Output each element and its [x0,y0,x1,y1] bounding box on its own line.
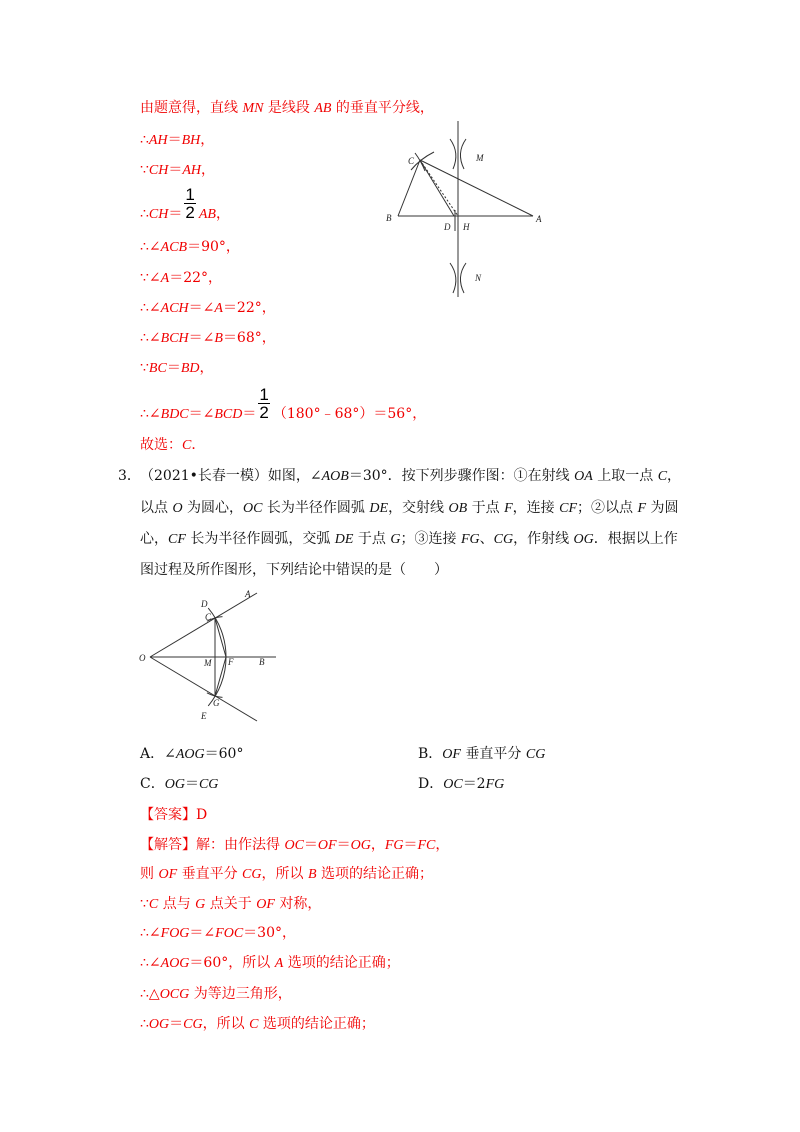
text-run: ＝22°， [222,300,276,316]
text-run: ＝ [336,837,351,853]
text-run: 上取一点 [592,468,658,484]
solution-line [140,328,276,348]
text-run: 选项的结论正确； [283,955,400,971]
question-line [140,498,678,518]
construction-arc-m1 [450,139,456,169]
math-variable: OC [284,838,304,853]
text-run: ＝∠ [188,300,215,316]
solution-line [140,268,222,288]
solution-line [140,130,214,150]
text-run: 为圆心， [182,500,244,516]
text-run: 垂直平分 [460,746,526,762]
text-run: ∴∠ [140,955,161,971]
math-variable: CH [148,163,169,178]
figure-perpendicular-bisector [380,115,560,305]
solution-line [140,185,230,223]
text-run: ． [191,437,206,453]
text-run: ＝22°， [169,270,223,286]
math-variable: B [214,331,223,346]
fraction-denominator: 2 [259,403,269,422]
math-variable: OG [350,838,371,853]
text-run: C． [140,776,165,792]
math-variable: OB [448,501,468,516]
math-variable: BH [181,133,201,148]
math-variable: AH [182,163,202,178]
fraction [184,185,195,223]
solution-line [140,1014,375,1034]
math-variable: OG [148,1017,170,1032]
segment-ch-dashed [420,160,458,216]
math-variable: CG [242,867,262,882]
text-run: ， [200,132,215,148]
point-label-b: B [259,657,265,667]
text-run: ＝90°， [187,239,240,255]
math-variable: AOG [160,956,190,971]
point-label-a: A [245,589,251,599]
question-number: 3． [118,468,141,484]
text-run: ＝∠ [188,330,215,346]
text-run: 为圆 [646,500,679,516]
text-run: ；③连接 [400,531,461,547]
text-run: ＝ [184,776,199,792]
solution-line [140,435,205,455]
text-run: ＝ [303,837,318,853]
question-line [140,529,678,549]
text-run: 则 [140,866,159,882]
solution-line [140,237,240,257]
text-run: ＝68°， [222,330,276,346]
text-run: ＝60° [204,746,244,762]
construction-arc-n1 [450,263,456,293]
text-run: ．根据以上作 [593,531,678,547]
text-run: ＝60°，所以 [189,955,275,971]
segment-cf [215,618,226,657]
text-run: 点关于 [205,896,257,912]
fraction-denominator: 2 [185,203,195,222]
math-variable: FG [460,532,480,547]
math-variable: CG [525,747,546,762]
math-variable: C [249,1017,259,1032]
math-variable: AOB [321,469,349,484]
text-run: ∵∠ [140,270,161,286]
text-run: ， [201,162,216,178]
math-variable: MN [242,101,264,116]
fraction [258,385,269,423]
point-label-h: H [463,222,470,232]
math-variable: OC [443,777,463,792]
math-variable: C [182,438,192,453]
text-run: 点与 [158,896,196,912]
math-variable: G [390,532,401,547]
segment-cb [398,160,420,216]
solution-line [140,894,321,914]
text-run: 选项的结论正确； [316,866,433,882]
point-label-g: G [213,698,220,708]
math-variable: FOC [215,926,244,941]
segment-fg [215,657,226,696]
solution-line [140,923,296,943]
text-run: ， [667,468,682,484]
text-run: ∴∠ [140,925,161,941]
text-run: 选项的结论正确； [258,1016,375,1032]
text-run: ＝ [403,837,418,853]
math-variable: G [195,897,206,912]
text-run: ＝2 [462,776,486,792]
question-line [140,560,448,580]
text-run: ，交射线 [388,500,449,516]
math-variable: OF [158,867,178,882]
text-run: B． [418,746,443,762]
text-run: 是线段 [263,100,315,116]
math-variable: FOG [160,926,190,941]
option-b [418,744,545,764]
solution-line [140,358,213,378]
text-run: ， [215,206,230,222]
text-run: ＝ [242,406,257,422]
math-variable: A [214,301,223,316]
math-variable: CG [198,777,219,792]
text-run: （180°﹣68°）＝56°， [272,406,427,422]
solution-line [140,953,400,973]
text-run: ；②以点 [577,500,638,516]
question-line [140,466,681,486]
point-label-f: F [228,657,234,667]
math-variable: FC [417,838,436,853]
math-variable: CF [168,532,186,547]
text-run: 于点 [353,531,391,547]
math-variable: OCG [159,987,190,1002]
text-run: 于点 [467,500,505,516]
text-run: ∴△ [140,986,160,1002]
text-run: A．∠ [140,746,176,762]
math-variable: BCD [214,407,243,422]
point-label-c: C [408,156,415,166]
text-run: 故选： [140,437,182,453]
text-run: ，作射线 [513,531,574,547]
point-label-b: B [386,213,392,223]
text-run: ＝30°．按下列步骤作图：①在射线 [348,468,575,484]
math-variable: OF [442,747,461,762]
point-label-m: M [476,153,484,163]
text-run: ＝30°， [243,925,296,941]
math-variable: F [504,501,513,516]
math-variable: BCH [160,331,189,346]
math-variable: A [274,956,284,971]
option-d [418,774,504,794]
math-variable: OF [256,897,275,912]
solution-line [140,864,433,884]
math-variable: CH [148,207,169,222]
text-run: ， [435,837,450,853]
math-variable: OF [317,838,337,853]
option-a [140,744,243,764]
math-variable: BC [148,361,167,376]
math-variable: C [657,469,668,484]
text-run: ＝ [169,1016,184,1032]
text-run: ，连接 [512,500,560,516]
math-variable: BDC [160,407,189,422]
solution-line [140,298,276,318]
math-variable: CG [183,1017,203,1032]
math-variable: OC [243,501,263,516]
construction-arc-n2 [460,263,466,293]
text-run: ∴∠ [140,406,161,422]
text-run: ∴ [140,132,149,148]
text-run: 为等边三角形， [189,986,292,1002]
solution-line [140,984,292,1004]
point-label-m: M [204,658,212,668]
text-run: ＝ [168,206,183,222]
text-run: 长为半径作圆弧 [262,500,370,516]
text-run: ＝ [168,162,183,178]
math-variable: ACH [160,301,189,316]
math-variable: OG [573,532,594,547]
math-variable: AOG [175,747,205,762]
point-label-a: A [536,214,542,224]
text-run: ， [370,837,385,853]
text-run: ∴ [140,206,149,222]
point-label-e: E [201,711,207,721]
text-run: ， [199,360,214,376]
math-variable: CF [559,501,577,516]
text-run: 垂直平分 [177,866,243,882]
text-run: ∴∠ [140,300,161,316]
text-run: 由题意得，直线 [140,100,243,116]
text-run: （2021•长春一模）如图，∠ [140,468,322,484]
math-variable: C [148,897,159,912]
text-run: ∴∠ [140,239,161,255]
answer-line: 【答案】D [140,807,208,823]
solution-line [140,835,449,855]
math-variable: OG [164,777,185,792]
text-run: ∴∠ [140,330,161,346]
point-label-o: O [139,653,146,663]
text-run: ∵ [140,162,149,178]
math-variable: AH [148,133,168,148]
text-run: ∵ [140,360,149,376]
solution-line [140,160,215,180]
math-variable: A [160,271,170,286]
figure-angle-construction [135,585,285,725]
text-run: 图过程及所作图形，下列结论中错误的是（ ） [140,562,448,578]
math-variable: B [307,867,317,882]
math-variable: F [637,501,647,516]
text-run: 【解答】解：由作法得 [140,837,285,853]
text-run: ，所以 [261,866,308,882]
text-run: ∵ [140,896,149,912]
text-run: 、 [479,531,494,547]
math-variable: FG [384,838,404,853]
text-run: ＝ [166,360,181,376]
fraction-numerator: 1 [185,185,195,204]
text-run: 对称， [274,896,322,912]
option-c [140,774,218,794]
text-run: 长为半径作圆弧，交弧 [185,531,335,547]
math-variable: AB [198,207,216,222]
point-label-d: D [201,599,208,609]
text-run: D． [418,776,444,792]
math-variable: CG [493,532,514,547]
text-run: ，所以 [202,1016,250,1032]
math-variable: BD [180,361,200,376]
text-run: ＝∠ [189,925,216,941]
point-label-d: D [444,222,451,232]
text-run: 以点 [140,500,173,516]
text-run: 心， [140,531,168,547]
text-run: ＝ [167,132,182,148]
fraction-numerator: 1 [259,385,269,404]
solution-line [140,385,427,423]
point-label-c: C [205,612,212,622]
math-variable: ACB [160,240,188,255]
math-variable: O [172,501,183,516]
construction-arc-m2 [460,139,466,169]
text-run: ∴ [140,1016,149,1032]
math-variable: DE [369,501,389,516]
math-variable: DE [334,532,354,547]
math-variable: OA [574,469,593,484]
math-variable: AB [314,101,332,116]
point-label-n: N [475,273,482,283]
text-run: 的垂直平分线， [331,100,434,116]
text-run: ＝∠ [188,406,215,422]
math-variable: FG [485,777,505,792]
